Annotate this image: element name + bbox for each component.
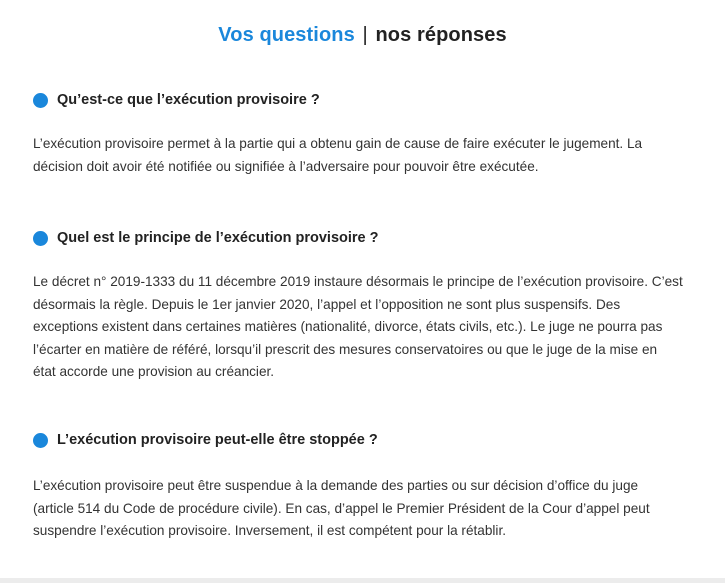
faq-item [33,90,703,174]
faq-question [33,430,703,450]
title-separator: | [362,24,368,46]
faq-answer: Le décret n° 2019-1333 du 11 décembre 2019 instaure désormais le principe de l’exécution provisoire. C’est désormais la règle. Depuis le 1er janvier 2020, l’appel et l’opposition ne sont plus suspensifs. Des exceptions existent dans certaines matières (nationalité, divorce, états civils, etc.). Le juge ne pourra pas l’écarter en matière de référé, lorsqu’il prescrit des mesures conservatoires ou que le juge de la mise en état accorde une provision au créancier. [33,274,683,379]
faq-item [33,228,703,379]
faq-question-text: Qu’est-ce que l’exécution provisoire ? [57,92,320,108]
bullet-dot-icon [33,433,48,448]
faq-answer: L’exécution provisoire permet à la partie qui a obtenu gain de cause de faire exécuter le jugement. La décision doit avoir été notifiée ou signifiée à l’adversaire pour pouvoir être exécutée. [33,136,643,174]
faq-question-text: L’exécution provisoire peut-elle être stoppée ? [57,432,378,448]
faq-item [33,430,703,538]
bullet-dot-icon [33,231,48,246]
faq-answer: L’exécution provisoire peut être suspendue à la demande des parties ou sur décision d’office du juge (article 514 du Code de procédure civile). En cas, d’appel le Premier Président de la Cour d’appel peut suspendre l’exécution provisoire. Inversement, il est compétent pour la rétablir. [33,478,650,538]
bullet-dot-icon [33,93,48,108]
faq-question [33,228,703,248]
faq-question-text: Quel est le principe de l’exécution provisoire ? [57,230,379,246]
faq-question [33,90,703,110]
title-rest: nos réponses [375,24,507,46]
bottom-divider [0,578,725,583]
page-title [0,24,725,47]
title-accent: Vos questions [218,24,355,46]
